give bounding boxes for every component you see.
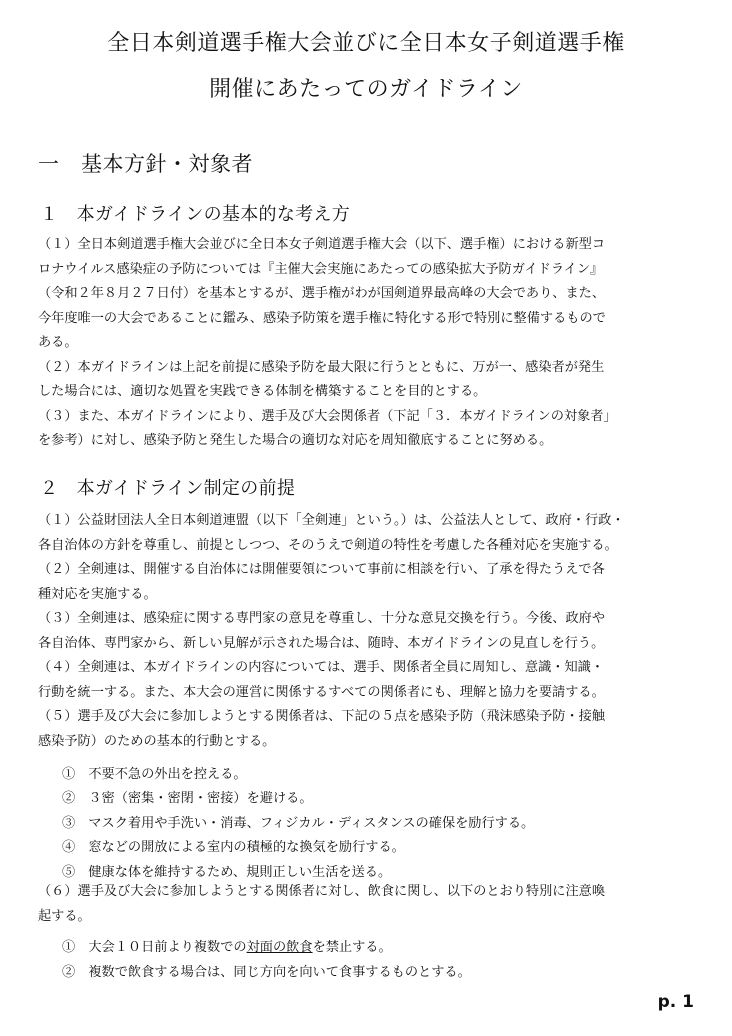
list-item: [62, 936, 392, 955]
text-line: 種対応を実施する。: [38, 586, 157, 602]
text-line: （１）公益財団法人全日本剣道連盟（以下「全剣連」という。）は、公益法人として、政府・行政・: [38, 513, 625, 528]
text-line: 各自治体、専門家から、新しい見解が示された場合は、随時、本ガイドラインの見直しを行う。: [38, 635, 605, 651]
list-item: ② ３密（密集・密閉・密接）を避ける。: [62, 791, 313, 806]
list-item-text: ① 大会１０日前より複数での: [62, 940, 247, 955]
page-number: p. 1: [657, 992, 694, 1012]
underlined-text: 対面の飲食: [246, 940, 313, 955]
text-line: （３）全剣連は、感染症に関する専門家の意見を尊重し、十分な意見交換を行う。今後、政府や: [38, 611, 606, 626]
text-line: （４）全剣連は、本ガイドラインの内容については、選手、関係者全員に周知し、意識・知識・: [38, 660, 605, 675]
text-line: （令和２年８月２７日付）を基本とするが、選手権がわが国剣道界最高峰の大会であり、また、: [38, 286, 606, 301]
text-line: した場合には、適切な処置を実践できる体制を構築することを目的とする。: [38, 384, 487, 399]
text-line: を参考）に対し、感染予防と発生した場合の適切な対応を周知徹底することに努める。: [38, 433, 553, 448]
paragraph-2-1: [38, 509, 698, 754]
list-item: ④ 窓などの開放による室内の積極的な換気を励行する。: [62, 840, 405, 855]
section-heading: 一 基本方針・対象者: [38, 152, 253, 176]
text-line: ある。: [38, 335, 78, 350]
list-item: ② 複数で飲食する場合は、同じ方向を向いて食事するものとする。: [62, 965, 471, 980]
text-line: （６）選手及び大会に参加しようとする関係者に対し、飲食に関し、以下のとおり特別に注意喚: [38, 884, 606, 899]
list-item: ③ マスク着用や手洗い・消毒、フィジカル・ディスタンスの確保を励行する。: [62, 816, 535, 831]
text-line: 行動を統一する。また、本大会の運営に関係するすべての関係者にも、理解と協力を要請する。: [38, 684, 605, 700]
document-title-line2: 開催にあたってのガイドライン: [209, 77, 523, 102]
text-line: （２）全剣連は、開催する自治体には開催要領について事前に相談を行い、了承を得たうえで各: [38, 562, 605, 577]
text-line: （５）選手及び大会に参加しようとする関係者は、下記の５点を感染予防（飛沫感染予防・接触: [38, 709, 606, 724]
text-line: 感染予防）のための基本的行動とする。: [38, 733, 276, 749]
text-line: （２）本ガイドラインは上記を前提に感染予防を最大限に行うとともに、万が一、感染者が発生: [38, 359, 605, 375]
text-line: 各自治体の方針を尊重し、前提としつつ、そのうえで剣道の特性を考慮した各種対応を実施する。: [38, 537, 618, 553]
text-line: 起する。: [38, 908, 91, 924]
text-line: （３）また、本ガイドラインにより、選手及び大会関係者（下記「３．本ガイドラインの対象者」: [38, 408, 617, 424]
list-item: ① 不要不急の外出を控える。: [62, 767, 247, 782]
list-item: ⑤ 健康な体を維持するため、規則正しい生活を送る。: [62, 865, 392, 880]
paragraph-2-6: [38, 880, 698, 929]
document-title-line1: 全日本剣道選手権大会並びに全日本女子剣道選手権: [107, 31, 625, 56]
subsection-heading-1: １ 本ガイドラインの基本的な考え方: [40, 204, 351, 225]
subsection-heading-2: ２ 本ガイドライン制定の前提: [40, 478, 296, 499]
text-line: ロナウイルス感染症の予防については『主催大会実施にあたっての感染拡大予防ガイドライン』: [38, 261, 604, 277]
text-line: （１）全日本剣道選手権大会並びに全日本女子剣道選手権大会（以下、選手権）における新型コ: [38, 237, 606, 252]
list-item-text: を禁止する。: [312, 940, 392, 955]
paragraph-1-1: [38, 233, 698, 454]
text-line: 今年度唯一の大会であることに鑑み、感染予防策を選手権に特化する形で特別に整備するもので: [38, 310, 606, 326]
